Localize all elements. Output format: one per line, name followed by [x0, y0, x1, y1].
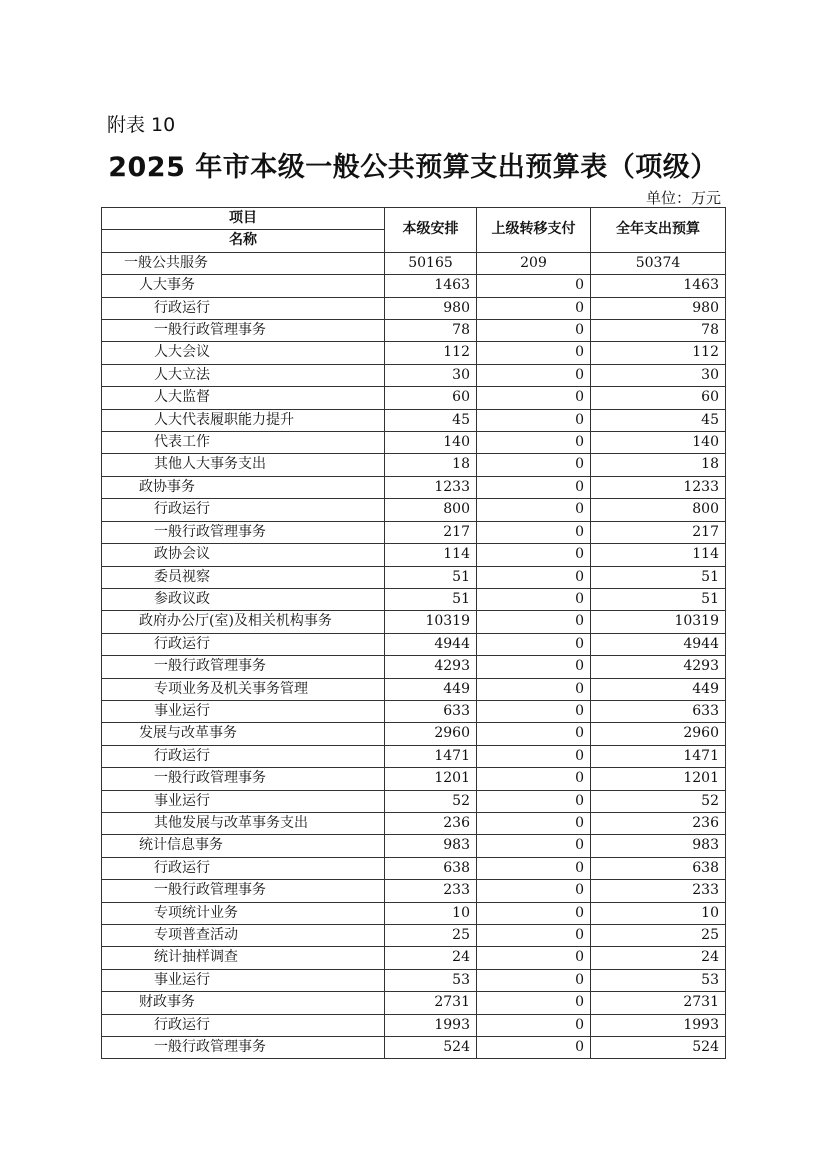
row-total: 217: [591, 521, 726, 543]
table-row: [102, 499, 726, 521]
row-total: 50374: [591, 252, 726, 274]
row-name: 一般行政管理事务: [102, 320, 385, 342]
row-total: 51: [591, 588, 726, 610]
row-total: 18: [591, 454, 726, 476]
table-row: [102, 387, 726, 409]
row-local: 233: [385, 880, 477, 902]
row-name: 行政运行: [102, 633, 385, 655]
row-local: 10: [385, 902, 477, 924]
row-name: 人大立法: [102, 364, 385, 386]
row-total: 45: [591, 409, 726, 431]
row-local: 112: [385, 342, 477, 364]
table-row: [102, 723, 726, 745]
table-row: [102, 297, 726, 319]
row-total: 60: [591, 387, 726, 409]
table-row: [102, 880, 726, 902]
row-name: 事业运行: [102, 700, 385, 722]
row-total: 233: [591, 880, 726, 902]
row-total: 1463: [591, 275, 726, 297]
appendix-label: 附表 10: [107, 114, 176, 136]
row-name: 一般行政管理事务: [102, 521, 385, 543]
table-row: [102, 275, 726, 297]
row-local: 1233: [385, 476, 477, 498]
row-transfer: 0: [477, 320, 591, 342]
row-total: 633: [591, 700, 726, 722]
row-total: 10319: [591, 611, 726, 633]
row-name: 人大监督: [102, 387, 385, 409]
table-row: [102, 521, 726, 543]
row-total: 24: [591, 947, 726, 969]
row-transfer: 0: [477, 364, 591, 386]
row-local: 51: [385, 588, 477, 610]
row-local: 1471: [385, 745, 477, 767]
row-name: 其他发展与改革事务支出: [102, 812, 385, 834]
row-name: 行政运行: [102, 857, 385, 879]
row-local: 4293: [385, 656, 477, 678]
row-transfer: 0: [477, 432, 591, 454]
table-row: [102, 432, 726, 454]
table-row: [102, 969, 726, 991]
row-transfer: 0: [477, 925, 591, 947]
row-name: 人大代表履职能力提升: [102, 409, 385, 431]
row-local: 50165: [385, 252, 477, 274]
row-name: 发展与改革事务: [102, 723, 385, 745]
row-transfer: 209: [477, 252, 591, 274]
header-transfer: 上级转移支付: [477, 208, 591, 253]
row-local: 25: [385, 925, 477, 947]
table-row: [102, 812, 726, 834]
row-name: 行政运行: [102, 745, 385, 767]
row-total: 2731: [591, 992, 726, 1014]
row-name: 一般行政管理事务: [102, 880, 385, 902]
row-transfer: 0: [477, 745, 591, 767]
row-transfer: 0: [477, 566, 591, 588]
row-total: 53: [591, 969, 726, 991]
row-name: 代表工作: [102, 432, 385, 454]
table-row: [102, 768, 726, 790]
table-row: [102, 252, 726, 274]
row-transfer: 0: [477, 1037, 591, 1059]
row-local: 217: [385, 521, 477, 543]
row-total: 4293: [591, 656, 726, 678]
row-total: 1233: [591, 476, 726, 498]
row-total: 236: [591, 812, 726, 834]
header-name: 名称: [102, 230, 385, 252]
row-transfer: 0: [477, 812, 591, 834]
row-local: 2960: [385, 723, 477, 745]
row-name: 事业运行: [102, 790, 385, 812]
table-row: [102, 1037, 726, 1059]
row-total: 140: [591, 432, 726, 454]
table-row: [102, 925, 726, 947]
header-item: 项目: [102, 208, 385, 230]
row-transfer: 0: [477, 992, 591, 1014]
table-row: [102, 992, 726, 1014]
row-total: 10: [591, 902, 726, 924]
row-transfer: 0: [477, 454, 591, 476]
row-local: 51: [385, 566, 477, 588]
row-name: 财政事务: [102, 992, 385, 1014]
row-total: 1993: [591, 1014, 726, 1036]
row-transfer: 0: [477, 880, 591, 902]
row-transfer: 0: [477, 678, 591, 700]
row-transfer: 0: [477, 521, 591, 543]
row-local: 524: [385, 1037, 477, 1059]
row-transfer: 0: [477, 275, 591, 297]
row-total: 112: [591, 342, 726, 364]
row-transfer: 0: [477, 588, 591, 610]
row-local: 60: [385, 387, 477, 409]
row-transfer: 0: [477, 633, 591, 655]
row-transfer: 0: [477, 857, 591, 879]
row-name: 人大会议: [102, 342, 385, 364]
row-transfer: 0: [477, 790, 591, 812]
row-transfer: 0: [477, 902, 591, 924]
row-total: 2960: [591, 723, 726, 745]
header-local: 本级安排: [385, 208, 477, 253]
row-local: 18: [385, 454, 477, 476]
table-row: [102, 588, 726, 610]
row-name: 政协会议: [102, 544, 385, 566]
row-total: 4944: [591, 633, 726, 655]
row-local: 52: [385, 790, 477, 812]
row-total: 52: [591, 790, 726, 812]
row-local: 10319: [385, 611, 477, 633]
table-row: [102, 790, 726, 812]
row-transfer: 0: [477, 768, 591, 790]
row-transfer: 0: [477, 342, 591, 364]
row-transfer: 0: [477, 544, 591, 566]
table-row: [102, 409, 726, 431]
row-transfer: 0: [477, 387, 591, 409]
row-local: 140: [385, 432, 477, 454]
table-body: [102, 252, 726, 1059]
row-total: 1201: [591, 768, 726, 790]
table-row: [102, 902, 726, 924]
table-row: [102, 454, 726, 476]
row-local: 236: [385, 812, 477, 834]
header-total: 全年支出预算: [591, 208, 726, 253]
unit-label: 单位：万元: [645, 189, 721, 207]
table-row: [102, 611, 726, 633]
row-name: 专项业务及机关事务管理: [102, 678, 385, 700]
row-name: 统计信息事务: [102, 835, 385, 857]
row-total: 800: [591, 499, 726, 521]
row-local: 800: [385, 499, 477, 521]
row-name: 一般公共服务: [102, 252, 385, 274]
table-row: [102, 320, 726, 342]
row-name: 其他人大事务支出: [102, 454, 385, 476]
row-local: 638: [385, 857, 477, 879]
row-transfer: 0: [477, 835, 591, 857]
row-total: 524: [591, 1037, 726, 1059]
row-local: 633: [385, 700, 477, 722]
row-local: 1463: [385, 275, 477, 297]
row-local: 53: [385, 969, 477, 991]
row-total: 638: [591, 857, 726, 879]
row-transfer: 0: [477, 409, 591, 431]
row-local: 1993: [385, 1014, 477, 1036]
row-name: 行政运行: [102, 297, 385, 319]
row-name: 一般行政管理事务: [102, 656, 385, 678]
row-total: 1471: [591, 745, 726, 767]
table-row: [102, 700, 726, 722]
table-row: [102, 1014, 726, 1036]
row-total: 78: [591, 320, 726, 342]
table-row: [102, 835, 726, 857]
row-transfer: 0: [477, 499, 591, 521]
header-row: [102, 208, 726, 230]
row-local: 30: [385, 364, 477, 386]
row-transfer: 0: [477, 1014, 591, 1036]
row-name: 事业运行: [102, 969, 385, 991]
row-name: 参政议政: [102, 588, 385, 610]
row-name: 专项统计业务: [102, 902, 385, 924]
row-local: 449: [385, 678, 477, 700]
row-name: 行政运行: [102, 1014, 385, 1036]
table-row: [102, 566, 726, 588]
row-local: 45: [385, 409, 477, 431]
table-row: [102, 476, 726, 498]
table-row: [102, 633, 726, 655]
row-local: 1201: [385, 768, 477, 790]
table-row: [102, 745, 726, 767]
row-transfer: 0: [477, 947, 591, 969]
row-transfer: 0: [477, 476, 591, 498]
row-name: 委员视察: [102, 566, 385, 588]
table-row: [102, 857, 726, 879]
row-total: 983: [591, 835, 726, 857]
row-name: 一般行政管理事务: [102, 768, 385, 790]
row-total: 114: [591, 544, 726, 566]
row-local: 78: [385, 320, 477, 342]
row-local: 114: [385, 544, 477, 566]
row-transfer: 0: [477, 611, 591, 633]
row-local: 980: [385, 297, 477, 319]
table-row: [102, 947, 726, 969]
row-name: 政协事务: [102, 476, 385, 498]
table-row: [102, 656, 726, 678]
row-total: 30: [591, 364, 726, 386]
row-transfer: 0: [477, 700, 591, 722]
budget-table: [101, 207, 726, 1059]
row-total: 980: [591, 297, 726, 319]
page-title: 2025 年市本级一般公共预算支出预算表（项级）: [108, 152, 718, 183]
table-row: [102, 364, 726, 386]
row-local: 2731: [385, 992, 477, 1014]
row-total: 25: [591, 925, 726, 947]
row-local: 24: [385, 947, 477, 969]
row-name: 行政运行: [102, 499, 385, 521]
row-name: 人大事务: [102, 275, 385, 297]
table-row: [102, 342, 726, 364]
row-transfer: 0: [477, 297, 591, 319]
table-row: [102, 544, 726, 566]
table-row: [102, 678, 726, 700]
row-name: 一般行政管理事务: [102, 1037, 385, 1059]
row-total: 449: [591, 678, 726, 700]
row-name: 政府办公厅(室)及相关机构事务: [102, 611, 385, 633]
row-local: 4944: [385, 633, 477, 655]
row-transfer: 0: [477, 969, 591, 991]
row-name: 统计抽样调查: [102, 947, 385, 969]
row-name: 专项普查活动: [102, 925, 385, 947]
row-total: 51: [591, 566, 726, 588]
row-local: 983: [385, 835, 477, 857]
row-transfer: 0: [477, 723, 591, 745]
row-transfer: 0: [477, 656, 591, 678]
